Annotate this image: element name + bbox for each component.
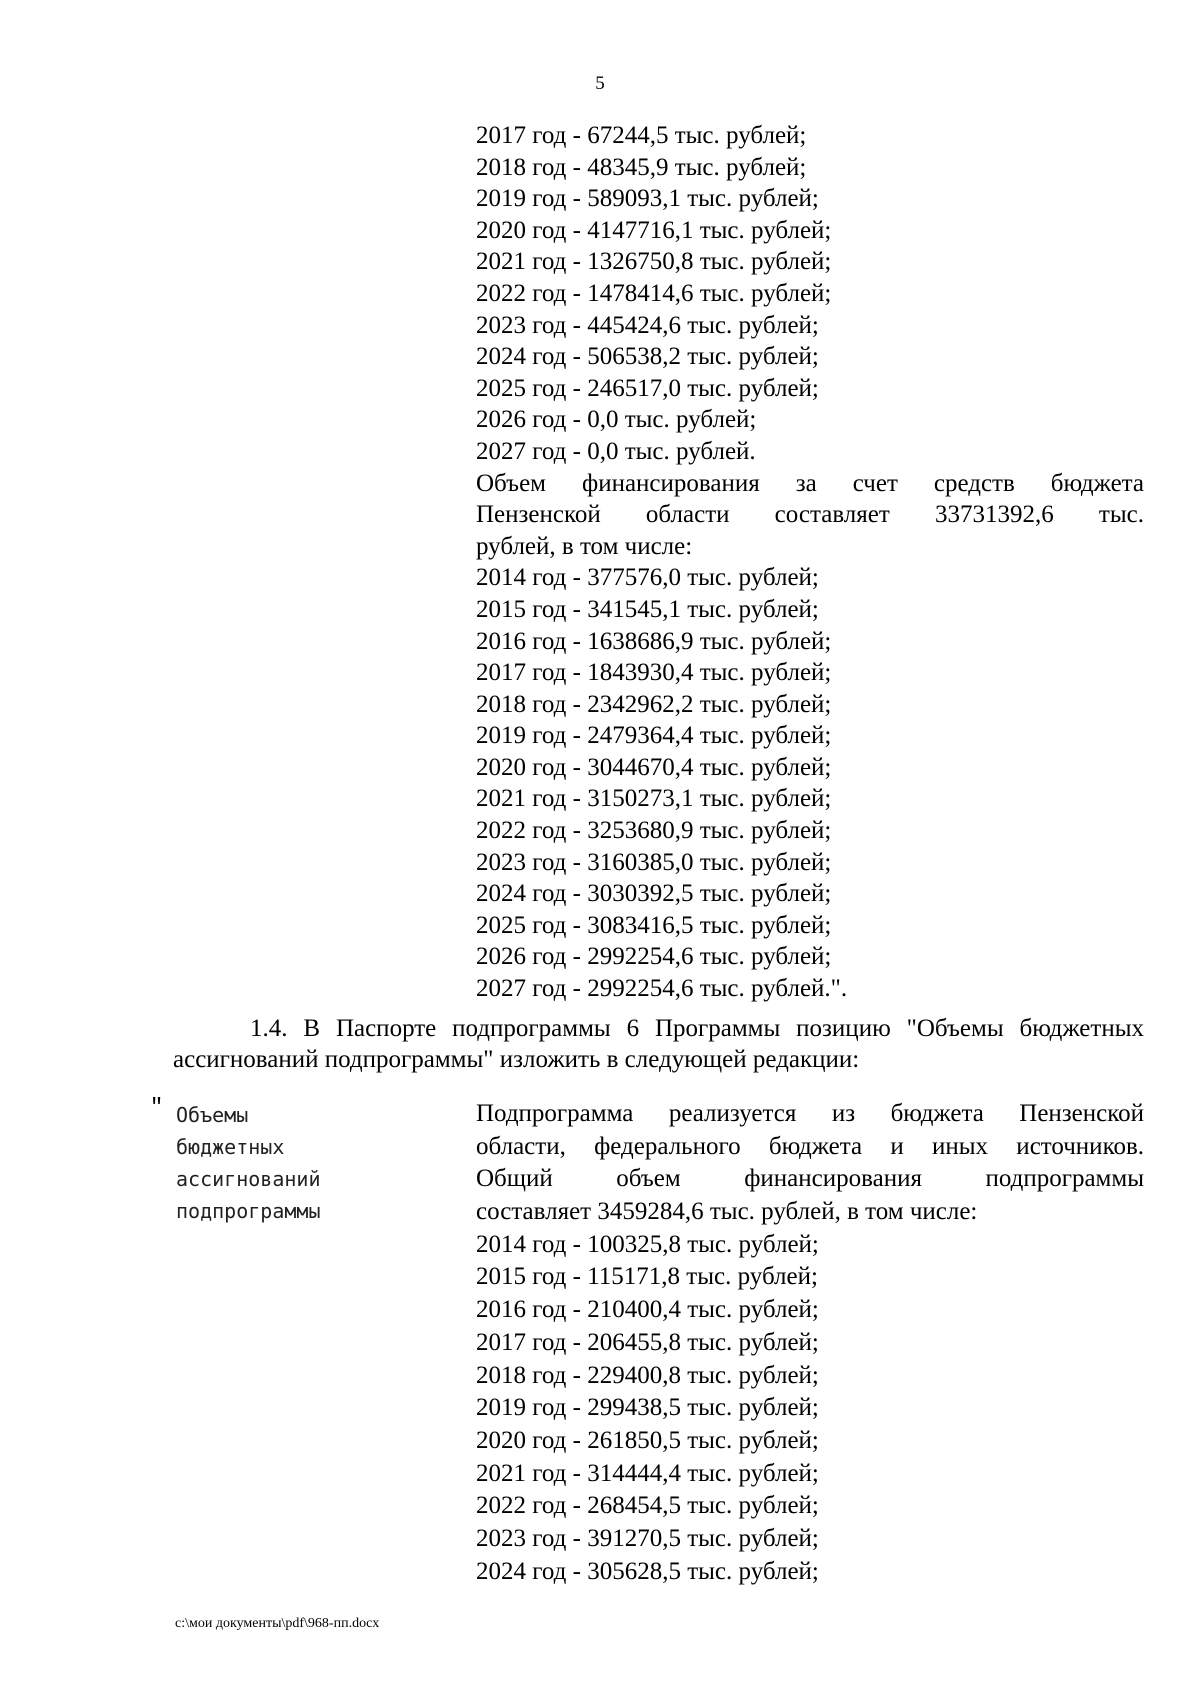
year-line: 2024 год - 3030392,5 тыс. рублей; — [476, 880, 832, 908]
page-number: 5 — [595, 73, 605, 94]
footer-file-path: c:\мои документы\pdf\968-пп.docx — [175, 1616, 380, 1631]
subprogram-intro: области, федерального бюджета и иных источников. — [476, 1132, 1144, 1160]
year-line: 2022 год - 268454,5 тыс. рублей; — [476, 1492, 819, 1520]
year-line: 2016 год - 1638686,9 тыс. рублей; — [476, 627, 832, 655]
year-line: 2022 год - 1478414,6 тыс. рублей; — [476, 279, 832, 307]
position-label-line: Объемы — [176, 1103, 249, 1127]
paragraph-1-4 — [173, 1013, 1144, 1075]
year-line: 2021 год - 1326750,8 тыс. рублей; — [476, 248, 832, 276]
year-line: 2025 год - 3083416,5 тыс. рублей; — [476, 911, 832, 939]
year-line: 2019 год - 299438,5 тыс. рублей; — [476, 1394, 819, 1422]
paragraph-line: ассигнований подпрограммы" изложить в следующей редакции: — [173, 1046, 860, 1073]
year-line: 2026 год - 2992254,6 тыс. рублей; — [476, 943, 832, 971]
penza-budget-intro: рублей, в том числе: — [476, 532, 693, 560]
year-line: 2025 год - 246517,0 тыс. рублей; — [476, 374, 819, 402]
year-line: 2018 год - 48345,9 тыс. рублей; — [476, 153, 807, 181]
paragraph-line: 1.4. В Паспорте подпрограммы 6 Программы позицию "Объемы бюджетных — [250, 1015, 1144, 1042]
year-line: 2014 год - 377576,0 тыс. рублей; — [476, 564, 819, 592]
subprogram-intro: Общий объем финансирования подпрограммы — [476, 1165, 1144, 1193]
year-line: 2015 год - 341545,1 тыс. рублей; — [476, 595, 819, 623]
year-line: 2017 год - 67244,5 тыс. рублей; — [476, 122, 807, 149]
year-line: 2019 год - 589093,1 тыс. рублей; — [476, 185, 819, 213]
year-line: 2024 год - 305628,5 тыс. рублей; — [476, 1557, 819, 1585]
year-line: 2021 год - 314444,4 тыс. рублей; — [476, 1459, 819, 1487]
year-line: 2017 год - 1843930,4 тыс. рублей; — [476, 659, 832, 687]
year-line: 2021 год - 3150273,1 тыс. рублей; — [476, 785, 832, 813]
year-line: 2018 год - 229400,8 тыс. рублей; — [476, 1361, 819, 1389]
subprogram-funding-block — [476, 1098, 1144, 1588]
penza-budget-intro: Пензенской области составляет 33731392,6 тыс. — [476, 501, 1144, 529]
year-line: 2019 год - 2479364,4 тыс. рублей; — [476, 722, 832, 750]
funding-block-continued — [476, 120, 1144, 1005]
year-line: 2020 год - 261850,5 тыс. рублей; — [476, 1426, 819, 1454]
year-line: 2024 год - 506538,2 тыс. рублей; — [476, 343, 819, 371]
year-line: 2026 год - 0,0 тыс. рублей; — [476, 406, 757, 434]
position-label-line: ассигнований — [176, 1167, 321, 1191]
penza-budget-intro: Объем финансирования за счет средств бюджета — [476, 469, 1144, 497]
year-line: 2022 год - 3253680,9 тыс. рублей; — [476, 817, 832, 845]
open-quote: " — [150, 1095, 164, 1120]
year-line: 2018 год - 2342962,2 тыс. рублей; — [476, 690, 832, 718]
year-line: 2027 год - 2992254,6 тыс. рублей.". — [476, 975, 848, 1003]
position-label-line: подпрограммы — [176, 1199, 321, 1223]
year-line: 2027 год - 0,0 тыс. рублей. — [476, 437, 756, 465]
year-line: 2020 год - 4147716,1 тыс. рублей; — [476, 216, 832, 244]
year-line: 2020 год - 3044670,4 тыс. рублей; — [476, 753, 832, 781]
year-line: 2017 год - 206455,8 тыс. рублей; — [476, 1328, 819, 1356]
subprogram-intro: Подпрограмма реализуется из бюджета Пензенской — [476, 1100, 1144, 1127]
year-line: 2015 год - 115171,8 тыс. рублей; — [476, 1263, 818, 1291]
year-line: 2023 год - 3160385,0 тыс. рублей; — [476, 848, 832, 876]
year-line: 2023 год - 391270,5 тыс. рублей; — [476, 1524, 819, 1552]
year-line: 2023 год - 445424,6 тыс. рублей; — [476, 311, 819, 339]
position-label — [176, 1099, 406, 1227]
year-line: 2016 год - 210400,4 тыс. рублей; — [476, 1296, 819, 1324]
position-label-line: бюджетных — [176, 1135, 285, 1159]
year-line: 2014 год - 100325,8 тыс. рублей; — [476, 1230, 819, 1258]
subprogram-intro: составляет 3459284,6 тыс. рублей, в том числе: — [476, 1198, 978, 1226]
